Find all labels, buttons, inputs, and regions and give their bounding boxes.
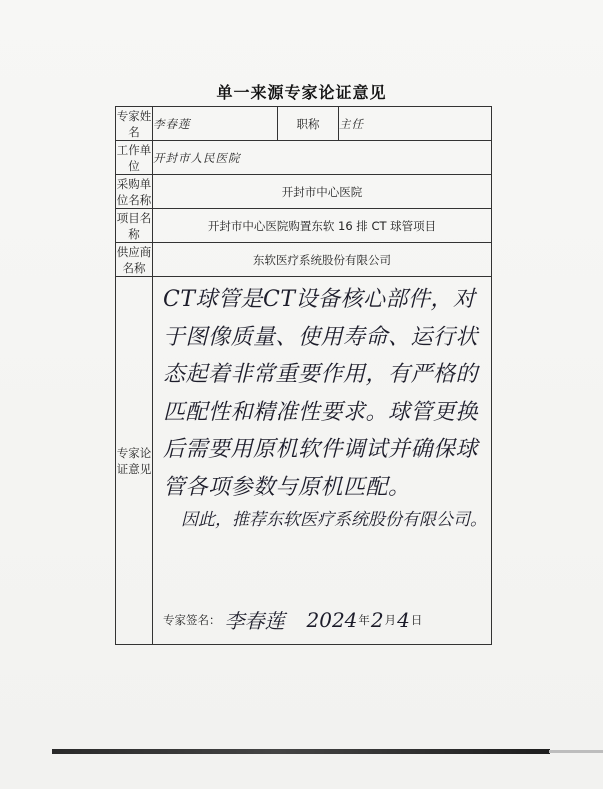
opinion-form-table	[115, 106, 492, 645]
table-row-work-unit	[116, 141, 492, 175]
table-row-opinion	[116, 277, 492, 645]
purchaser-value: 开封市中心医院	[153, 175, 492, 209]
scan-edge-light	[549, 750, 603, 753]
signature-month-unit: 月	[384, 612, 397, 627]
work-unit-value: 开封市人民医院	[153, 141, 492, 175]
opinion-label: 专家论证意见	[116, 277, 153, 645]
table-row-expert	[116, 107, 492, 141]
signature-day: 4	[397, 607, 410, 632]
signature-handwritten: 李春莲	[224, 609, 285, 633]
table-row-supplier	[116, 243, 492, 277]
title-label: 职称	[278, 107, 339, 141]
project-label: 项目名称	[116, 210, 152, 241]
expert-name-value: 李春莲	[153, 107, 278, 141]
supplier-value: 东软医疗系统股份有限公司	[153, 243, 492, 277]
document-title: 单一来源专家论证意见	[216, 83, 387, 102]
supplier-label: 供应商名称	[116, 244, 152, 275]
opinion-cell	[153, 277, 492, 645]
signature-month: 2	[370, 607, 384, 632]
table-row-project	[116, 209, 492, 243]
title-value: 主任	[339, 107, 492, 141]
work-unit-label: 工作单位	[116, 142, 152, 173]
purchaser-label: 采购单位名称	[116, 176, 152, 207]
table-row-purchaser	[116, 175, 492, 209]
signature-day-unit: 日	[410, 612, 423, 627]
project-value: 开封市中心医院购置东软 16 排 CT 球管项目	[153, 209, 492, 243]
signature-year: 2024	[306, 607, 358, 632]
opinion-handwritten-text: CT球管是CT设备核心部件，对于图像质量、使用寿命、运行状态起着非常重要作用，有严格的匹配性和精准性要求。球管更换后需要用原机软件调试并确保球管各项参数与原机匹配。	[163, 287, 479, 500]
opinion-conclusion: 因此，推荐东软医疗系统股份有限公司。	[181, 510, 487, 530]
scan-edge-shadow	[52, 749, 550, 754]
expert-name-label: 专家姓名	[116, 108, 152, 139]
signature-row	[163, 605, 485, 634]
signature-label: 专家签名：	[163, 612, 221, 627]
signature-year-unit: 年	[358, 612, 370, 627]
